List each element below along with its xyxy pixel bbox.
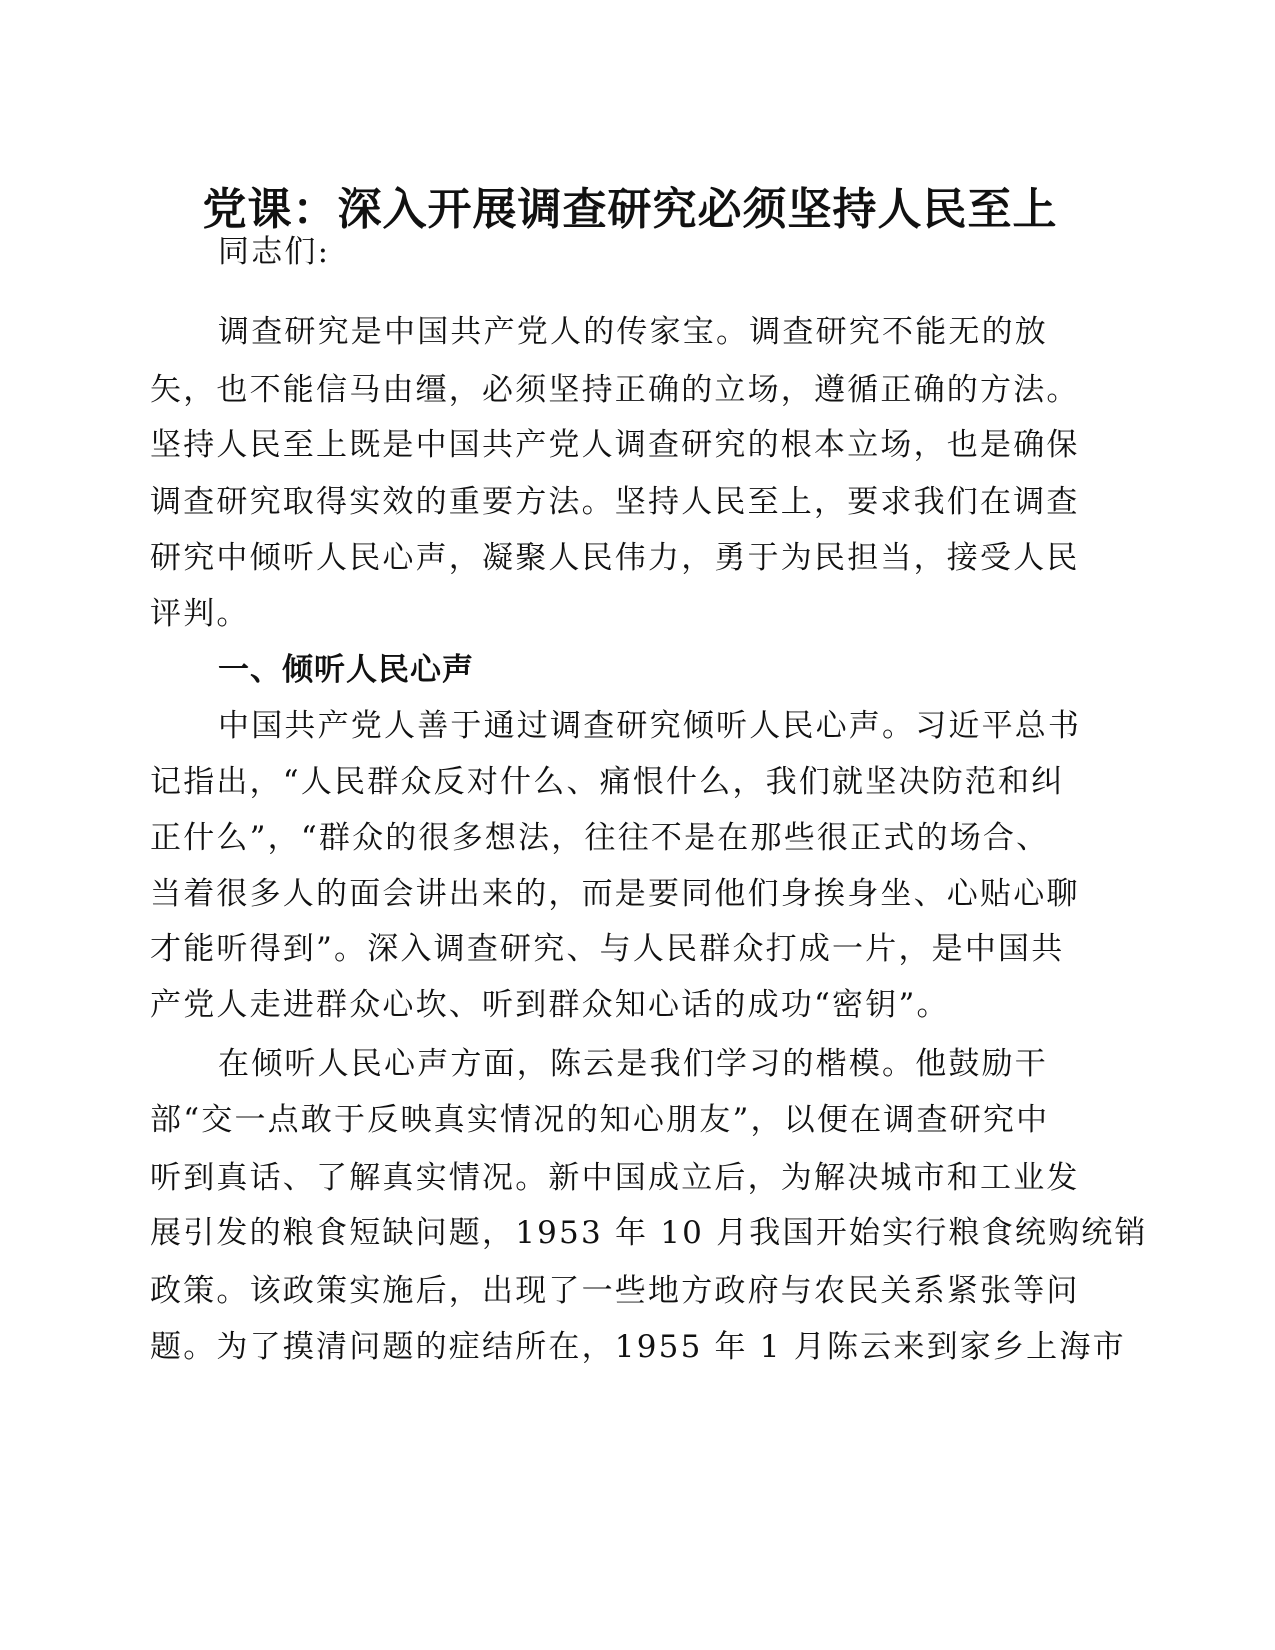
paragraph-line: 才能听得到”。深入调查研究、与人民群众打成一片，是中国共 <box>150 931 1065 967</box>
paragraph-line: 展引发的粮食短缺问题，1953 年 10 月我国开始实行粮食统购统销 <box>150 1215 1148 1251</box>
paragraph-line: 政策。该政策实施后，出现了一些地方政府与农民关系紧张等问 <box>150 1273 1080 1309</box>
paragraph-line: 产党人走进群众心坎、听到群众知心话的成功“密钥”。 <box>150 987 950 1023</box>
paragraph-line: 记指出，“人民群众反对什么、痛恨什么，我们就坚决防范和纠 <box>150 764 1065 800</box>
paragraph-line: 部“交一点敢于反映真实情况的知心朋友”，以便在调查研究中 <box>150 1102 1050 1138</box>
paragraph-line: 中国共产党人善于通过调查研究倾听人民心声。习近平总书 <box>218 708 1082 744</box>
paragraph-line: 调查研究是中国共产党人的传家宝。调查研究不能无的放 <box>218 314 1048 350</box>
paragraph-line: 评判。 <box>150 596 250 632</box>
paragraph-line: 当着很多人的面会讲出来的，而是要同他们身挨身坐、心贴心聊 <box>150 876 1080 912</box>
paragraph-line: 坚持人民至上既是中国共产党人调查研究的根本立场，也是确保 <box>150 427 1080 463</box>
paragraph-line: 研究中倾听人民心声，凝聚人民伟力，勇于为民担当，接受人民 <box>150 540 1080 576</box>
paragraph-line: 矢，也不能信马由缰，必须坚持正确的立场，遵循正确的方法。 <box>150 372 1080 408</box>
paragraph-line: 听到真话、了解真实情况。新中国成立后，为解决城市和工业发 <box>150 1160 1080 1196</box>
section-heading: 一、倾听人民心声 <box>218 652 474 688</box>
paragraph-line: 正什么”，“群众的很多想法，往往不是在那些很正式的场合、 <box>150 820 1050 856</box>
greeting: 同志们: <box>218 234 331 270</box>
paragraph-line: 调查研究取得实效的重要方法。坚持人民至上，要求我们在调查 <box>150 484 1080 520</box>
paragraph-line: 题。为了摸清问题的症结所在，1955 年 1 月陈云来到家乡上海市 <box>150 1329 1126 1365</box>
paragraph-line: 在倾听人民心声方面，陈云是我们学习的楷模。他鼓励干 <box>218 1046 1048 1082</box>
document-title: 党课：深入开展调查研究必须坚持人民至上 <box>202 184 1058 235</box>
